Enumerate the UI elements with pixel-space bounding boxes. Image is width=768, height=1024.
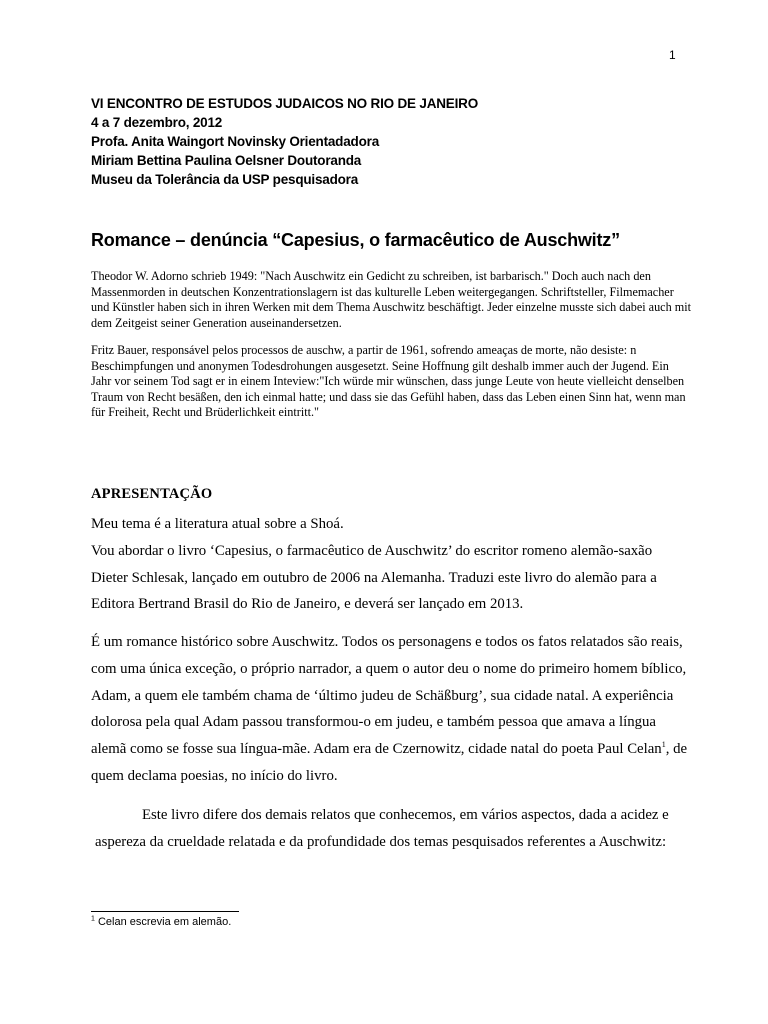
paragraph-novel-text: É um romance histórico sobre Auschwitz. Todos os personagens e todos os fatos relatados são reais, com uma única exceção, o próprio narrador, a quem o autor deu o nome do primeiro homem bíblico, Adam, a quem ele também chama de ‘último judeu de Schäßburg’, sua cidade natal. A experiência dolorosa pela qual Adam passou transformou-o em judeu, e também pessoa que amava a língua alemã como se fosse sua língua-mãe. Adam era de Czernowitz, cidade natal do poeta Paul Celan [91, 634, 687, 758]
paragraph-novel [91, 629, 691, 790]
epigraph-adorno: Theodor W. Adorno schrieb 1949: "Nach Auschwitz ein Gedicht zu schreiben, ist barbarisch." Doch auch nach den Massenmorden in deutschen Konzentrationslagern ist das kulturelle Leben weitergegangen. Schriftsteller, Filmemacher und Künstler haben sich in ihren Werken mit dem Thema Auschwitz beschäftigt. Jeder einzelne musste sich dabei auch mit dem Zeitgeist seiner Generation auseinandersetzen. [91, 269, 691, 330]
paragraph-intro-first-line: Meu tema é a literatura atual sobre a Shoá. [91, 516, 344, 532]
document-header [91, 94, 691, 189]
footnote-text: Celan escrevia em alemão. [94, 916, 232, 928]
footnote-reference[interactable]: 1 [661, 740, 666, 750]
paragraph-novel-tail: , de quem declama poesias, no início do livro. [91, 741, 688, 784]
header-institution-line: Museu da Tolerância da USP pesquisadora [91, 172, 359, 187]
header-date-line: 4 a 7 dezembro, 2012 [91, 115, 223, 130]
header-author-line: Miriam Bettina Paulina Oelsner Doutoranda [91, 153, 362, 168]
section-heading: APRESENTAÇÃO [91, 486, 213, 502]
header-event-line: VI ENCONTRO DE ESTUDOS JUDAICOS NO RIO DE JANEIRO [91, 96, 478, 111]
paragraph-intro-rest: Vou abordar o livro ‘Capesius, o farmacêutico de Auschwitz’ do escritor romeno alemão-saxão Dieter Schlesak, lançado em outubro de 2006 na Alemanha. Traduzi este livro do alemão para a Editora Bertrand Brasil do Rio de Janeiro, e deverá ser lançado em 2013. [91, 542, 657, 613]
footnote [91, 914, 231, 930]
paragraph-difference-line-1: Este livro difere dos demais relatos que conhecemos, em vários aspectos, dada a acidez e [142, 807, 669, 823]
paragraph-difference [91, 802, 691, 856]
page-number: 1 [669, 48, 676, 62]
footnote-number: 1 [91, 915, 95, 923]
epigraph-bauer: Fritz Bauer, responsável pelos processos de auschw, a partir de 1961, sofrendo ameaças de morte, não desiste: n Beschimpfungen und anonymen Todesdrohungen ausgesetzt. Seine Hoffnung gilt deshalb immer auch der Jugend. Ein Jahr vor seinem Tod sagt er in einem Inteview:"Ich würde mir wünschen, dass junge Leute von heute vielleicht denselben Traum von Recht besäßen, den ich einmal hatte; und dass sie das Gefühl haben, dass das Leben einen Sinn hat, wenn man für Freiheit, Recht und Brüderlichkeit eintritt." [91, 343, 686, 419]
document-title: Romance – denúncia “Capesius, o farmacêutico de Auschwitz” [91, 230, 620, 250]
footnote-separator [91, 911, 239, 912]
paragraph-difference-line-2: aspereza da crueldade relatada e da profundidade dos temas pesquisados referentes a Auschwitz: [95, 833, 667, 850]
paragraph-intro [91, 511, 691, 618]
header-advisor-line: Profa. Anita Waingort Novinsky Orientadadora [91, 134, 379, 149]
